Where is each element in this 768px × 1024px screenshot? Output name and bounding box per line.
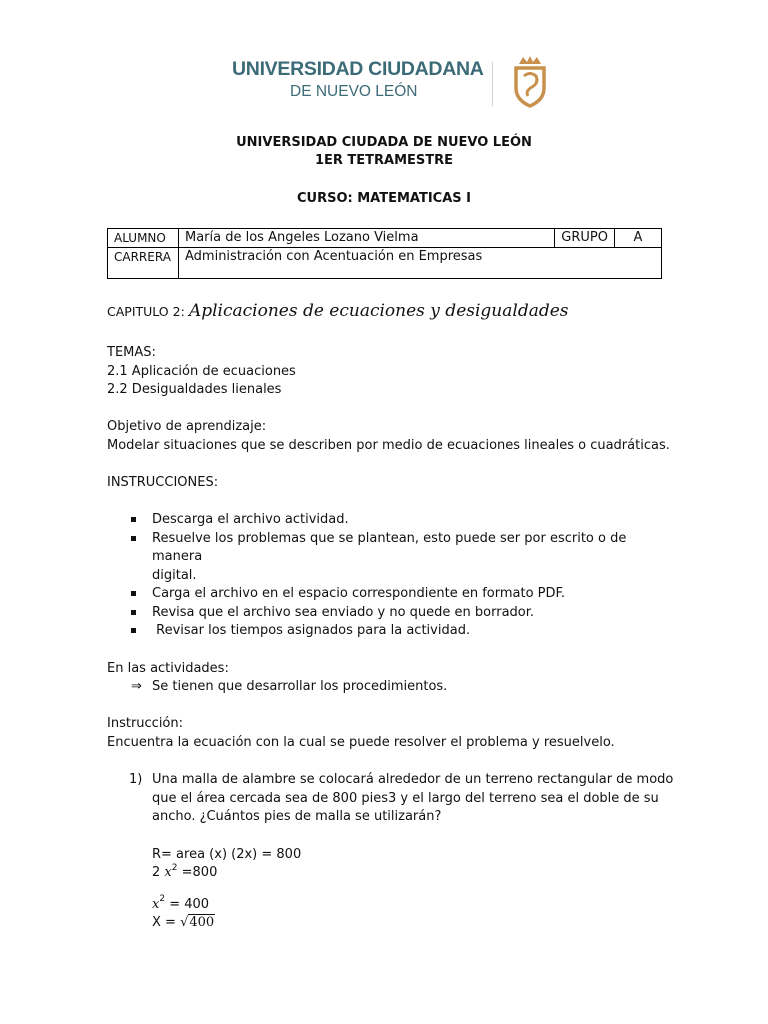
problem-number: 1) (129, 772, 143, 788)
list-item: Resuelve los problemas que se plantean, esto puede ser por escrito o de manera digital. (131, 530, 667, 586)
university-logo (232, 54, 562, 110)
objetivo-label: Objetivo de aprendizaje: (107, 419, 267, 435)
carrera-value: Administración con Acentuación en Empresas (179, 248, 662, 279)
student-info-table (107, 228, 662, 279)
logo-divider (492, 62, 493, 106)
bullet-square-icon (131, 517, 136, 522)
instruccion-text: Encuentra la ecuación con la cual se puede resolver el problema y resuelvelo. (107, 734, 615, 750)
list-item: Carga el archivo en el espacio correspondiente en formato PDF. (131, 585, 667, 604)
sqrt-icon: √ (180, 915, 189, 931)
instrucciones-label: INSTRUCCIONES: (107, 475, 219, 491)
bullet-square-icon (131, 536, 136, 541)
carrera-label: CARRERA (108, 248, 179, 279)
objetivo-text: Modelar situaciones que se describen por medio de ecuaciones lineales o cuadráticas. (107, 437, 670, 453)
tema-item-2: 2.2 Desigualdades lienales (107, 382, 282, 397)
actividades-label: En las actividades: (107, 660, 229, 676)
list-item: Revisar los tiempos asignados para la actividad. (131, 622, 667, 641)
actividades-item: ⇒ Se tienen que desarrollar los procedimientos. (107, 678, 667, 697)
course-heading: CURSO: MATEMATICAS I (296, 191, 471, 206)
carrera-row (108, 248, 662, 279)
grupo-label: GRUPO (555, 229, 615, 248)
alumno-value: María de los Angeles Lozano Vielma (179, 229, 555, 248)
arrow-right-icon: ⇒ (131, 679, 142, 695)
document-body (107, 300, 674, 933)
chapter-prefix: CAPITULO 2: (107, 304, 185, 319)
math-line-3: $x^2 = 400$ (152, 894, 210, 912)
bullet-square-icon (131, 610, 136, 615)
bullet-square-icon (131, 628, 136, 633)
math-line-2: 2 $x^2 =800$ (152, 862, 218, 881)
alumno-row (108, 229, 662, 248)
instrucciones-list (107, 511, 667, 641)
chapter-heading (107, 300, 667, 324)
tema-item-1: 2.1 Aplicación de ecuaciones (107, 363, 296, 379)
alumno-label: ALUMNO (108, 229, 179, 248)
math-line-4: X = √400 (152, 915, 215, 931)
instruccion-label: Instrucción: (107, 716, 184, 732)
list-item: Descarga el archivo actividad. (131, 511, 667, 530)
term-heading: 1ER TETRAMESTRE (314, 153, 454, 168)
grupo-value: A (615, 229, 662, 248)
crown-shield-icon (510, 54, 550, 110)
bullet-square-icon (131, 591, 136, 596)
problem-1: 1) Una malla de alambre se colocará alrededor de un terreno rectangular de modo que el área cercada sea de 800 pies3 y el largo del terreno sea el doble de su ancho. ¿Cuántos pies de malla se utilizarán? (129, 772, 674, 825)
math-line-1: R= area (x) (2x) = 800 (152, 846, 302, 862)
logo-subtitle: DE NUEVO LEÓN (290, 83, 418, 100)
list-item: Revisa que el archivo sea enviado y no quede en borrador. (131, 604, 667, 623)
temas-label: TEMAS: (107, 345, 156, 360)
logo-name: UNIVERSIDAD CIUDADANA (232, 58, 484, 80)
chapter-title: Aplicaciones de ecuaciones y desigualdades (188, 301, 569, 321)
university-heading: UNIVERSIDAD CIUDADA DE NUEVO LEÓN (236, 135, 532, 150)
solution-work (107, 846, 667, 933)
